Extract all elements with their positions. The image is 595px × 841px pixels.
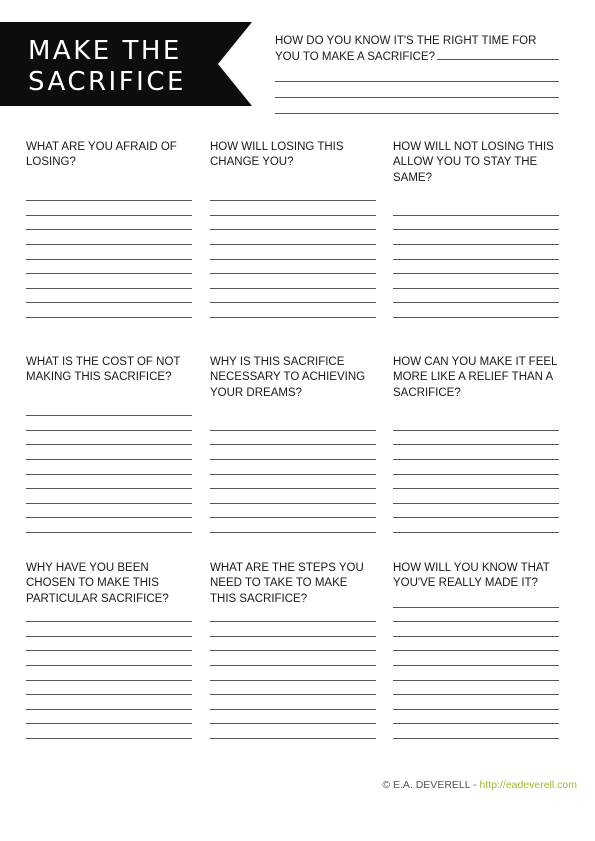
question-block — [210, 355, 376, 535]
answer-line[interactable] — [210, 710, 376, 725]
answer-line[interactable] — [210, 245, 376, 260]
answer-line[interactable] — [210, 201, 376, 216]
answer-line[interactable] — [26, 445, 192, 460]
answer-line[interactable] — [393, 489, 559, 504]
answer-line[interactable] — [210, 489, 376, 504]
answer-line[interactable] — [393, 608, 559, 623]
answer-line[interactable] — [26, 724, 192, 739]
answer-line[interactable] — [26, 637, 192, 652]
answer-line[interactable] — [26, 216, 192, 231]
answer-line[interactable] — [393, 416, 559, 431]
answer-line[interactable] — [26, 681, 192, 696]
answer-line[interactable] — [26, 289, 192, 304]
answer-line[interactable] — [393, 431, 559, 446]
answer-line[interactable] — [26, 622, 192, 637]
answer-line[interactable] — [26, 489, 192, 504]
answer-line[interactable] — [393, 666, 559, 681]
answer-lines — [26, 187, 192, 318]
answer-line[interactable] — [275, 82, 559, 98]
answer-lines — [393, 201, 559, 318]
answer-line[interactable] — [210, 274, 376, 289]
title-line-2: SACRIFICE — [28, 67, 186, 97]
answer-lines — [210, 187, 376, 318]
answer-line[interactable] — [26, 201, 192, 216]
top-question — [275, 34, 559, 114]
answer-lines — [210, 608, 376, 739]
answer-lines — [393, 416, 559, 533]
question-text: HOW WILL LOSING THIS CHANGE YOU? — [210, 141, 344, 169]
answer-line[interactable] — [393, 637, 559, 652]
question-block — [26, 355, 192, 535]
question-block — [393, 140, 559, 320]
answer-line[interactable] — [210, 216, 376, 231]
answer-line[interactable] — [393, 289, 559, 304]
answer-line[interactable] — [393, 710, 559, 725]
top-question-text — [275, 34, 559, 65]
answer-line[interactable] — [210, 504, 376, 519]
footer-copyright: © E.A. DEVERELL - — [382, 779, 480, 791]
answer-line[interactable] — [275, 66, 559, 82]
answer-line[interactable] — [210, 289, 376, 304]
question-block — [210, 561, 376, 741]
answer-line[interactable] — [393, 201, 559, 216]
answer-line[interactable] — [26, 431, 192, 446]
answer-line[interactable] — [393, 260, 559, 275]
answer-line[interactable] — [26, 416, 192, 431]
question-block — [26, 561, 192, 741]
question-block — [26, 140, 192, 320]
answer-line[interactable] — [26, 475, 192, 490]
question-block — [210, 140, 376, 320]
answer-line[interactable] — [210, 622, 376, 637]
footer-credit — [382, 779, 577, 791]
answer-line[interactable] — [26, 710, 192, 725]
question-block — [393, 561, 559, 741]
answer-line[interactable] — [393, 651, 559, 666]
answer-line[interactable] — [210, 230, 376, 245]
answer-line[interactable] — [393, 460, 559, 475]
answer-line[interactable] — [210, 651, 376, 666]
top-question-inline-answer-line[interactable] — [437, 49, 559, 60]
answer-line[interactable] — [210, 187, 376, 202]
title-banner — [0, 22, 252, 106]
answer-line[interactable] — [26, 245, 192, 260]
question-text: HOW WILL YOU KNOW THAT YOU'VE REALLY MADE IT? — [393, 562, 550, 590]
question-text: WHAT ARE YOU AFRAID OF LOSING? — [26, 141, 177, 169]
answer-line[interactable] — [210, 303, 376, 318]
answer-line[interactable] — [26, 518, 192, 533]
answer-line[interactable] — [210, 681, 376, 696]
answer-line[interactable] — [393, 274, 559, 289]
title-line-1: MAKE THE — [28, 36, 182, 66]
answer-line[interactable] — [26, 303, 192, 318]
answer-line[interactable] — [26, 402, 192, 417]
answer-lines — [393, 593, 559, 739]
answer-line[interactable] — [393, 230, 559, 245]
answer-line[interactable] — [26, 608, 192, 623]
answer-line[interactable] — [393, 518, 559, 533]
answer-line[interactable] — [210, 724, 376, 739]
question-text: HOW CAN YOU MAKE IT FEEL MORE LIKE A RELIEF THAN A SACRIFICE? — [393, 356, 558, 399]
answer-line[interactable] — [210, 637, 376, 652]
answer-line[interactable] — [26, 187, 192, 202]
top-question-answer-lines — [275, 66, 559, 114]
answer-line[interactable] — [393, 245, 559, 260]
answer-line[interactable] — [26, 230, 192, 245]
answer-line[interactable] — [26, 651, 192, 666]
answer-line[interactable] — [393, 445, 559, 460]
answer-line[interactable] — [26, 260, 192, 275]
answer-line[interactable] — [275, 98, 559, 114]
answer-line[interactable] — [210, 460, 376, 475]
answer-line[interactable] — [393, 695, 559, 710]
footer-link[interactable]: http://eadeverell.com — [479, 779, 577, 791]
answer-line[interactable] — [26, 274, 192, 289]
answer-line[interactable] — [393, 475, 559, 490]
answer-line[interactable] — [210, 416, 376, 431]
question-text: HOW WILL NOT LOSING THIS ALLOW YOU TO STAY THE SAME? — [393, 141, 554, 184]
answer-line[interactable] — [210, 666, 376, 681]
answer-line[interactable] — [393, 216, 559, 231]
answer-line[interactable] — [393, 504, 559, 519]
question-text: WHY HAVE YOU BEEN CHOSEN TO MAKE THIS PARTICULAR SACRIFICE? — [26, 562, 169, 605]
answer-line[interactable] — [210, 695, 376, 710]
answer-lines — [26, 608, 192, 739]
answer-lines — [26, 402, 192, 533]
question-text: WHAT IS THE COST OF NOT MAKING THIS SACRIFICE? — [26, 356, 181, 384]
answer-line[interactable] — [393, 622, 559, 637]
answer-line[interactable] — [26, 460, 192, 475]
page-title — [28, 36, 186, 98]
answer-line[interactable] — [393, 681, 559, 696]
answer-line[interactable] — [26, 695, 192, 710]
question-text: WHY IS THIS SACRIFICE NECESSARY TO ACHIEVING YOUR DREAMS? — [210, 356, 366, 399]
answer-line[interactable] — [26, 504, 192, 519]
top-question-label: HOW DO YOU KNOW IT'S THE RIGHT TIME FOR YOU TO MAKE A SACRIFICE? — [275, 35, 537, 63]
answer-line[interactable] — [26, 666, 192, 681]
answer-line[interactable] — [210, 475, 376, 490]
answer-line[interactable] — [210, 608, 376, 623]
question-block — [393, 355, 559, 535]
answer-line[interactable] — [393, 593, 559, 608]
answer-line[interactable] — [393, 303, 559, 318]
answer-line[interactable] — [210, 518, 376, 533]
question-text: WHAT ARE THE STEPS YOU NEED TO TAKE TO MAKE THIS SACRIFICE? — [210, 562, 364, 605]
answer-line[interactable] — [210, 445, 376, 460]
answer-line[interactable] — [210, 260, 376, 275]
answer-lines — [210, 416, 376, 533]
answer-line[interactable] — [393, 724, 559, 739]
answer-line[interactable] — [210, 431, 376, 446]
